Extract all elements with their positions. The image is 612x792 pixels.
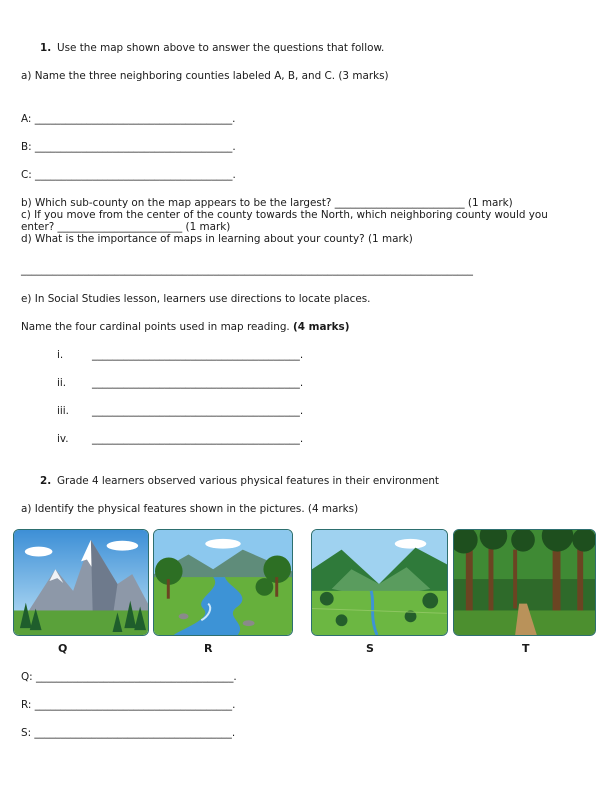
question-1d-answer-line: _______________________________________________________________________________________ [21, 264, 473, 276]
question-2-number: 2. [40, 475, 52, 487]
point-number: iii. [57, 405, 69, 417]
question-1-number: 1. [40, 42, 52, 54]
question-1b-text: b) Which sub-county on the map appears to be the largest? _________________________ (1 mark) [21, 197, 513, 209]
question-1e-text: e) In Social Studies lesson, learners use directions to locate places. [21, 293, 371, 305]
answer-line-s: S: ______________________________________. [21, 727, 236, 739]
river-picture [153, 529, 293, 636]
question-1-intro: Use the map shown above to answer the questions that follow. [57, 42, 385, 54]
point-number: i. [57, 349, 64, 361]
valley-picture [311, 529, 448, 636]
question-1a-text: a) Name the three neighboring counties labeled A, B, and C. (3 marks) [21, 70, 389, 82]
question-2-intro: Grade 4 learners observed various physical features in their environment [57, 475, 439, 487]
forest-picture [453, 529, 596, 636]
question-1d-text: d) What is the importance of maps in learning about your county? (1 mark) [21, 233, 413, 245]
cardinal-points-prompt: Name the four cardinal points used in map reading. [21, 321, 290, 333]
picture-label-s: S [366, 642, 374, 655]
answer-line-a: A: ______________________________________. [21, 113, 236, 125]
question-1e-prompt [21, 321, 349, 333]
answer-line-q: Q: ______________________________________. [21, 671, 237, 683]
picture-label-q: Q [58, 642, 68, 655]
cardinal-points-marks: (4 marks) [293, 321, 350, 333]
point-number: iv. [57, 433, 69, 445]
question-1c-line1: c) If you move from the center of the county towards the North, which neighboring county would you [21, 209, 548, 221]
point-answer-line: ________________________________________. [92, 349, 304, 361]
answer-line-b: B: ______________________________________. [21, 141, 236, 153]
mountain-picture [13, 529, 149, 636]
point-answer-line: ________________________________________. [92, 433, 304, 445]
answer-line-c: C: ______________________________________. [21, 169, 236, 181]
answer-line-r: R: ______________________________________. [21, 699, 236, 711]
question-2a-text: a) Identify the physical features shown in the pictures. (4 marks) [21, 503, 359, 515]
point-number: ii. [57, 377, 67, 389]
picture-label-t: T [522, 642, 530, 655]
picture-label-r: R [204, 642, 213, 655]
point-answer-line: ________________________________________. [92, 377, 304, 389]
question-1c-line2: enter? ________________________ (1 mark) [21, 221, 231, 233]
point-answer-line: ________________________________________. [92, 405, 304, 417]
